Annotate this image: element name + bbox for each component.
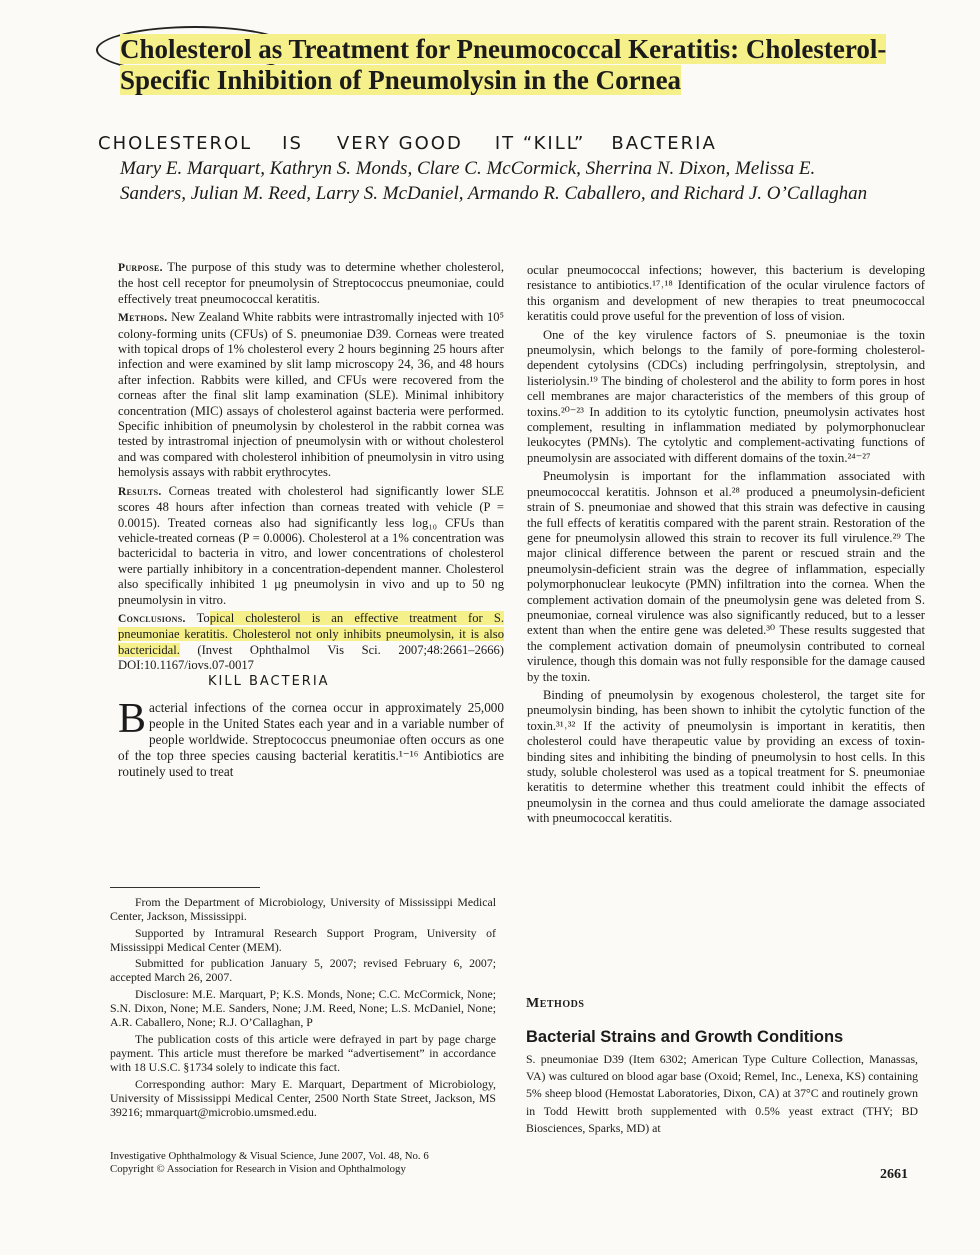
- footnotes: [110, 895, 496, 1121]
- handwritten-note-side: KILL BACTERIA: [208, 673, 330, 689]
- right-paragraph: Binding of pneumolysin by exogenous cholesterol, the target site for pneumolysin binding, has been shown to inhibit the cytolytic function of the toxin.³¹˒³² If the activity of pneumolysin is important in keratitis, then cholesterol could have therapeutic value by providing an excess of toxin-binding sites and inhibiting the binding of pneumolysin to host cells. In this study, soluble cholesterol was used as a topical treatment for S. pneumoniae keratitis to determine whether this treatment could inhibit the effects of pneumolysin in the cornea and thus could ameliorate the damage associated with pneumococcal keratitis.: [527, 687, 925, 826]
- drop-cap: B: [118, 695, 147, 742]
- footnote: Corresponding author: Mary E. Marquart, Department of Microbiology, University of Mississippi Medical Center, 2500 North State Street, Jackson, MS 39216; mmarquart@microbio.umsmed.edu.: [110, 1076, 496, 1120]
- handwritten-note-top: CHOLESTEROL IS VERY GOOD IT “KILL” BACTERIA: [98, 133, 717, 154]
- footnote: From the Department of Microbiology, University of Mississippi Medical Center, Jackson, Mississippi.: [110, 895, 496, 924]
- methods-heading: Methods: [526, 996, 585, 1011]
- journal-line: Investigative Ophthalmology & Visual Science, June 2007, Vol. 48, No. 6: [110, 1150, 429, 1162]
- footnote: Submitted for publication January 5, 2007; revised February 6, 2007; accepted March 26, 2007.: [110, 956, 496, 985]
- section-subheading: Bacterial Strains and Growth Conditions: [526, 1028, 844, 1046]
- methods-paragraph: S. pneumoniae D39 (Item 6302; American Type Culture Collection, Manassas, VA) was cultured on blood agar base (Oxoid; Remel, Inc., Lenexa, KS) containing 5% sheep blood (Hemostat Laboratories, Dixon, CA) at 37°C and routinely grown in Todd Hewitt broth supplemented with 0.5% yeast extract (THY; BD Biosciences, Sparks, MD) at: [526, 1052, 918, 1135]
- article-title: Cholesterol as Treatment for Pneumococcal Keratitis: Cholesterol-Specific Inhibition of Pneumolysin in the Cornea: [120, 34, 887, 95]
- footnote: Supported by Intramural Research Support Program, University of Mississippi Medical Center (MEM).: [110, 925, 496, 954]
- abstract-purpose: Purpose. The purpose of this study was to determine whether cholesterol, the host cell receptor for pneumolysin of Streptococcus pneumoniae, could effectively treat pneumococcal keratitis.: [118, 260, 504, 306]
- right-paragraph: One of the key virulence factors of S. pneumoniae is the toxin pneumolysin, which belongs to the family of pore-forming cholesterol-dependent cytolysins (CDCs) including perfringolysin, streptolysin, and listeriolysin.¹⁹ The binding of cholesterol and the ability to form pores in host cell membranes are major characteristics of the members of this group of toxins.²⁰⁻²³ In addition to its cytolytic function, pneumolysin activates host complement, resulting in inflammation mediated by polymorphonuclear leukocytes (PMNs). The cytolytic and complement-activating functions of pneumolysin are associated with different domains of the toxin.²⁴⁻²⁷: [527, 327, 925, 465]
- left-column: [118, 260, 504, 783]
- footnote-divider: [110, 887, 260, 888]
- copyright-line: Copyright © Association for Research in Vision and Ophthalmology: [110, 1163, 406, 1175]
- abstract-methods: Methods. New Zealand White rabbits were intrastromally injected with 10⁵ colony-forming units (CFUs) of S. pneumoniae D39. Corneas were treated with topical drops of 1% cholesterol every 2 hours beginning 25 hours after infection and were examined by slit lamp microscopy 24, 36, and 48 hours after infection. Rabbits were killed, and CFUs were recovered from the corneas after the final slit lamp examination (SLE). Minimal inhibitory concentration (MIC) assays of cholesterol against bacteria were performed. Specific inhibition of pneumolysin by cholesterol in the rabbit cornea was tested by intrastromal injection of pneumolysin with or without cholesterol and was compared with cholesterol inhibition of pneumolysin in vitro using hemolysis assays with rabbit erythrocytes.: [118, 310, 504, 480]
- right-paragraph: Pneumolysin is important for the inflammation associated with pneumococcal keratitis. Johnson et al.²⁸ produced a pneumolysin-deficient strain of S. pneumoniae and showed that this strain was defective in causing the full effects of keratitis compared with the parent strain. Restoration of the gene for pneumolysin allowed this strain to recover its full virulence.²⁹ The major clinical difference between the parent or rescued strain and the pneumolysin-deficient strain was the degree of inflammation, especially polymorphonuclear leukocyte (PMN) infiltration into the cornea. When the complement activation domain of the pneumolysin gene was deleted from S. pneumoniae, corneal virulence was also significantly reduced, but to a lesser extent than when the entire gene was deleted.³⁰ These results suggested that the complement activation domain of pneumolysin contributed to corneal virulence, though this domain was not fully responsible for the damage caused by the toxin.: [527, 469, 925, 684]
- intro-paragraph: Bacterial infections of the cornea occur in approximately 25,000 people in the United States each year and in a variable number of people worldwide. Streptococcus pneumoniae often occurs as one of the top three species causing bacterial keratitis.¹⁻¹⁶ Antibiotics are routinely used to treat: [118, 695, 504, 779]
- right-column: [527, 263, 925, 830]
- journal-info: [110, 1150, 429, 1176]
- page-number: 2661: [880, 1167, 908, 1182]
- right-paragraph: ocular pneumococcal infections; however, this bacterium is developing resistance to antibiotics.¹⁷˒¹⁸ Identification of the ocular virulence factors of this organism and development of new therapies to treat pneumococcal keratitis could prove useful for the prevention of loss of vision.: [527, 263, 925, 324]
- author-list: Mary E. Marquart, Kathryn S. Monds, Clare C. McCormick, Sherrina N. Dixon, Melissa E. Sanders, Julian M. Reed, Larry S. McDaniel, Armando R. Caballero, and Richard J. O’Callaghan: [120, 158, 868, 204]
- footnote: The publication costs of this article were defrayed in part by page charge payment. This article must therefore be marked “advertisement” in accordance with 18 U.S.C. §1734 solely to indicate this fact.: [110, 1031, 496, 1075]
- abstract-conclusions: Conclusions. Topical cholesterol is an effective treatment for S. pneumoniae keratitis. Cholesterol not only inhibits pneumolysin, it is also bactericidal. (Invest Ophthalmol Vis Sci. 2007;48:2661–2666) DOI:10.1167/iovs.07-0017: [118, 610, 504, 673]
- abstract-results: Results. Corneas treated with cholesterol had significantly lower SLE scores 48 hours after infection than corneas treated with vehicle (P = 0.0015). Treated corneas also had significantly less log₁₀ CFUs than vehicle-treated corneas (P = 0.0006). Cholesterol at a 1% concentration was bactericidal to bacteria in vitro, and lower concentrations of cholesterol were partially inhibitory in a concentration-dependent manner. Cholesterol also specifically inhibited 1 μg pneumolysin in vivo and up to 50 ng pneumolysin in vitro.: [118, 483, 504, 607]
- footnote: Disclosure: M.E. Marquart, P; K.S. Monds, None; C.C. McCormick, None; S.N. Dixon, None; M.E. Sanders, None; J.M. Reed, None; L.S. McDaniel, None; A.R. Caballero, None; R.J. O’Callaghan, P: [110, 986, 496, 1030]
